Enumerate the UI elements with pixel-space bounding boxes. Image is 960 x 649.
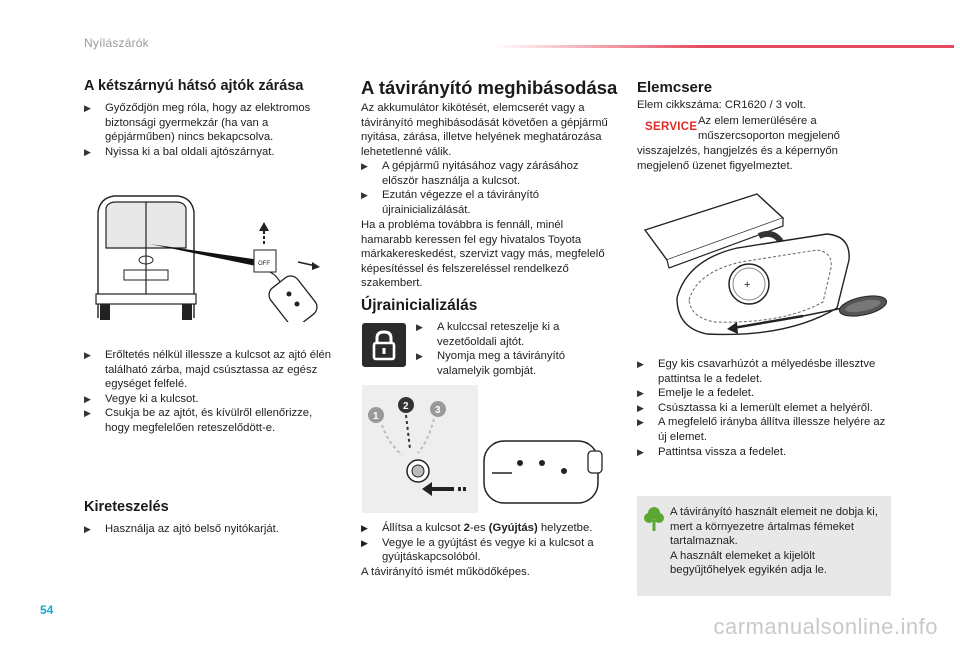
bullet-icon: ▶ xyxy=(84,408,91,419)
unlocking-bullets xyxy=(84,522,336,537)
bullet-icon: ▶ xyxy=(361,161,368,171)
bullet-icon: ▶ xyxy=(637,359,644,369)
ignition-key-figure xyxy=(362,385,612,513)
padlock-icon xyxy=(362,323,406,367)
page-number: 54 xyxy=(40,603,54,617)
battery-change-heading: Elemcsere xyxy=(637,79,713,96)
double-door-locking-heading: A kétszárnyú hátsó ajtók zárása xyxy=(84,78,304,94)
step-2-label: 2 xyxy=(403,401,409,412)
bullet-icon: ▶ xyxy=(637,417,644,428)
eco-note-line1: A távirányító használt elemeit ne dobja ki, mert a környezetre ártalmas fémeket tartalmaznak. xyxy=(670,506,878,548)
bullet-icon: ▶ xyxy=(84,393,91,404)
bullet-icon: ▶ xyxy=(84,524,91,534)
list-item: ▶ Vegye ki a kulcsot. xyxy=(84,392,199,405)
list-item: ▶ Győződjön meg róla, hogy az elektromos biztonsági gyermekzár (ha van a gépjárműben) nincs bekapcsolva. xyxy=(84,102,311,144)
list-item: ▶ Használja az ajtó belső nyitókarját. xyxy=(84,523,279,535)
step-1-label: 1 xyxy=(373,411,379,422)
bullet-icon: ▶ xyxy=(637,388,644,399)
list-item: ▶ Ezután végezze el a távirányító újrainicializálását. xyxy=(361,189,539,216)
list-item: ▶ Egy kis csavarhúzót a mélyedésbe illesztve pattintsa le a fedelet. xyxy=(637,358,876,385)
bullet-icon: ▶ xyxy=(84,103,91,113)
list-item: ▶ A gépjármű nyitásához vagy zárásához először használja a kulcsot. xyxy=(361,160,579,187)
bullet-icon: ▶ xyxy=(416,351,423,362)
remote-failure-intro: Az akkumulátor kikötését, elemcserét vagy a távirányító meghibásodását követően a gépjármű nyitása, zárása, illetve helyének meghatározása lehetetlenné válik. xyxy=(361,102,608,158)
battery-figure xyxy=(637,188,891,352)
list-item: ▶ Emelje le a fedelet. xyxy=(637,387,755,400)
list-item: ▶ Nyissa ki a bal oldali ajtószárnyat. xyxy=(84,145,275,158)
service-text-rest: visszajelzés, hangjelzés és a képernyőn megjelenő üzenet figyelmeztet. xyxy=(637,145,838,172)
service-text-line2: műszercsoporton megjelenő xyxy=(698,130,840,142)
bullet-icon: ▶ xyxy=(637,446,644,457)
ignition-bullets xyxy=(361,521,621,579)
double-door-bullets-bottom xyxy=(84,348,336,436)
service-warning-icon: SERVICE xyxy=(645,121,698,133)
list-item: ▶ Erőltetés nélkül illessze a kulcsot az ajtó élén található zárba, majd csúsztassa az egész egységet felfelé. xyxy=(84,349,332,391)
list-item: ▶ Állítsa a kulcsot 2-es (Gyújtás) helyzetbe. xyxy=(361,522,593,534)
step-3-label: 3 xyxy=(435,405,441,416)
double-door-bullets-top xyxy=(84,101,336,159)
list-item: ▶ Csukja be az ajtót, és kívülről ellenőrizze, hogy megfelelően reteszelődött-e. xyxy=(84,407,313,434)
watermark: carmanualsonline.info xyxy=(713,614,938,639)
list-item: ▶ A megfelelő irányba állítva illessze helyére az új elemet. xyxy=(637,416,886,443)
header-accent-line xyxy=(494,45,954,48)
list-item: ▶ Nyomja meg a távirányító valamelyik gombját. xyxy=(416,350,566,377)
list-item: ▶ Vegye le a gyújtást és vegye ki a kulcsot a gyújtáskapcsolóból. xyxy=(361,536,594,564)
reinit-heading: Újrainicializálás xyxy=(361,297,478,314)
bullet-icon: ▶ xyxy=(361,190,368,201)
tree-icon xyxy=(644,506,664,532)
rear-door-figure xyxy=(84,186,338,322)
bullet-icon: ▶ xyxy=(637,402,644,413)
bullet-icon: ▶ xyxy=(361,537,368,548)
remote-failure-heading: A távirányító meghibásodása xyxy=(361,77,618,98)
bullet-icon: ▶ xyxy=(84,350,91,360)
reinit-lock-bullets xyxy=(416,320,594,378)
lock-icon-box xyxy=(362,323,406,367)
battery-type: Elem cikkszáma: CR1620 / 3 volt. xyxy=(637,99,806,111)
eco-note-line2: A használt elemeket a kijelölt begyűjtőhelyek egyikén adja le. xyxy=(670,549,828,577)
chapter-title: Nyílászárók xyxy=(84,36,149,50)
list-item: ▶ Pattintsa vissza a fedelet. xyxy=(637,445,787,458)
bullet-icon: ▶ xyxy=(84,146,91,157)
remote-failure-bullets xyxy=(361,159,609,217)
list-item: ▶ A kulccsal reteszelje ki a vezetőoldali ajtót. xyxy=(416,321,560,348)
remote-failure-after: Ha a probléma továbbra is fennáll, minél hamarabb keressen fel egy hivatalos Toyota márkakereskedést, szervizt vagy más, megfelelő képesítéssel és felszereléssel rendelkező szakembert. xyxy=(361,219,605,290)
svg-text:+: + xyxy=(744,279,751,291)
reinit-final-text: A távirányító ismét működőképes. xyxy=(361,565,530,578)
service-text-line1: Az elem lemerülésére a xyxy=(698,115,817,127)
bullet-icon: ▶ xyxy=(361,523,368,533)
unlocking-heading: Kireteszelés xyxy=(84,499,169,515)
eco-note-box xyxy=(637,496,891,596)
bullet-icon: ▶ xyxy=(416,322,423,332)
off-label: OFF xyxy=(258,261,270,267)
list-item: ▶ Csúsztassa ki a lemerült elemet a helyéről. xyxy=(637,401,873,414)
battery-bullets xyxy=(637,357,891,459)
